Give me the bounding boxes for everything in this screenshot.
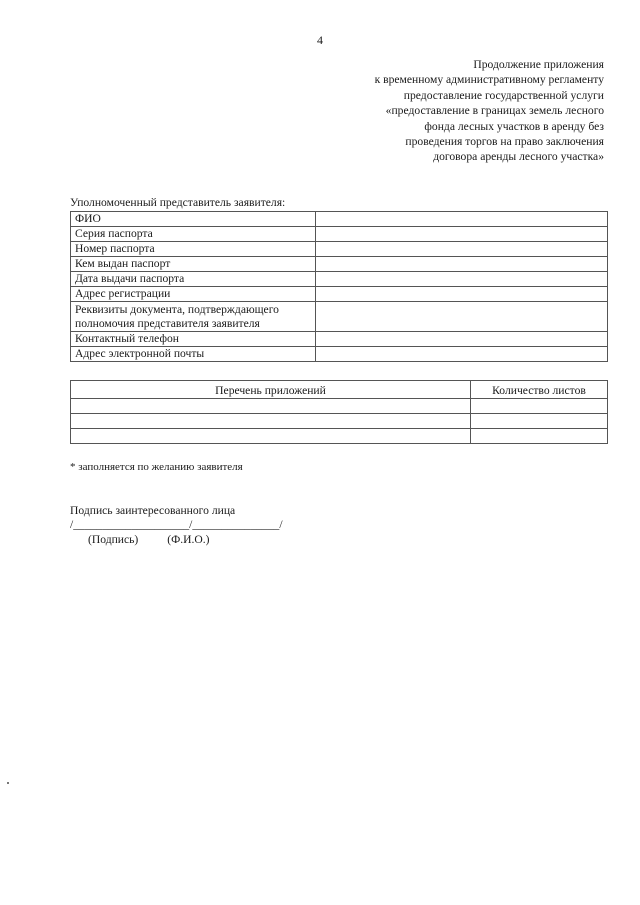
- row-value-field[interactable]: [316, 347, 608, 362]
- sheet-count-field[interactable]: [471, 414, 608, 429]
- row-value-field[interactable]: [316, 227, 608, 242]
- header-line: договора аренды лесного участка»: [433, 150, 604, 164]
- header-line: «предоставление в границах земель лесного: [385, 104, 604, 118]
- row-label-registration-address: Адрес регистрации: [71, 287, 316, 302]
- section-title: Уполномоченный представитель заявителя:: [70, 196, 286, 209]
- table-row: [71, 399, 608, 414]
- row-label-email: Адрес электронной почты: [71, 347, 316, 362]
- sheet-count-field[interactable]: [471, 429, 608, 444]
- signature-hint: (Подпись): [88, 533, 139, 546]
- label-line: полномочия представителя заявителя: [75, 317, 260, 330]
- signature-title: Подпись заинтересованного лица: [70, 504, 236, 517]
- row-label-passport-issuer: Кем выдан паспорт: [71, 257, 316, 272]
- table-header-row: [71, 381, 608, 399]
- row-label-phone: Контактный телефон: [71, 332, 316, 347]
- row-label-passport-number: Номер паспорта: [71, 242, 316, 257]
- header-line: предоставление государственной услуги: [403, 88, 604, 102]
- scan-speck: [7, 782, 9, 784]
- document-header: [304, 57, 604, 165]
- attachments-table: [70, 380, 608, 444]
- signature-line[interactable]: /____________________/_______________/: [70, 518, 283, 531]
- header-sheet-count: Количество листов: [471, 381, 608, 399]
- label-line: Реквизиты документа, подтверждающего: [75, 303, 279, 316]
- table-row: [71, 347, 608, 362]
- table-row: [71, 227, 608, 242]
- name-hint: (Ф.И.О.): [167, 533, 210, 546]
- header-line: к временному административному регламенту: [374, 73, 604, 87]
- row-value-field[interactable]: [316, 287, 608, 302]
- table-row: [71, 272, 608, 287]
- row-value-field[interactable]: [316, 242, 608, 257]
- representative-table: [70, 211, 608, 362]
- attachment-name-field[interactable]: [71, 429, 471, 444]
- header-line: фонда лесных участков в аренду без: [424, 119, 604, 133]
- table-row: [71, 414, 608, 429]
- row-value-field[interactable]: [316, 257, 608, 272]
- row-value-field[interactable]: [316, 212, 608, 227]
- table-row: [71, 302, 608, 332]
- page-number: 4: [317, 33, 323, 47]
- table-row: [71, 242, 608, 257]
- row-value-field[interactable]: [316, 332, 608, 347]
- row-label-authority-document: [71, 302, 316, 332]
- header-attachments-list: Перечень приложений: [71, 381, 471, 399]
- signature-hints: [88, 533, 210, 546]
- table-row: [71, 332, 608, 347]
- table-row: [71, 429, 608, 444]
- header-line: Продолжение приложения: [473, 58, 604, 71]
- row-value-field[interactable]: [316, 272, 608, 287]
- footnote: * заполняется по желанию заявителя: [70, 461, 243, 473]
- attachment-name-field[interactable]: [71, 414, 471, 429]
- row-value-field[interactable]: [316, 302, 608, 332]
- row-label-issue-date: Дата выдачи паспорта: [71, 272, 316, 287]
- row-label-full-name: ФИО: [71, 212, 316, 227]
- row-label-passport-series: Серия паспорта: [71, 227, 316, 242]
- sheet-count-field[interactable]: [471, 399, 608, 414]
- table-row: [71, 257, 608, 272]
- header-line: проведения торгов на право заключения: [405, 135, 604, 149]
- attachment-name-field[interactable]: [71, 399, 471, 414]
- table-row: [71, 287, 608, 302]
- table-row: [71, 212, 608, 227]
